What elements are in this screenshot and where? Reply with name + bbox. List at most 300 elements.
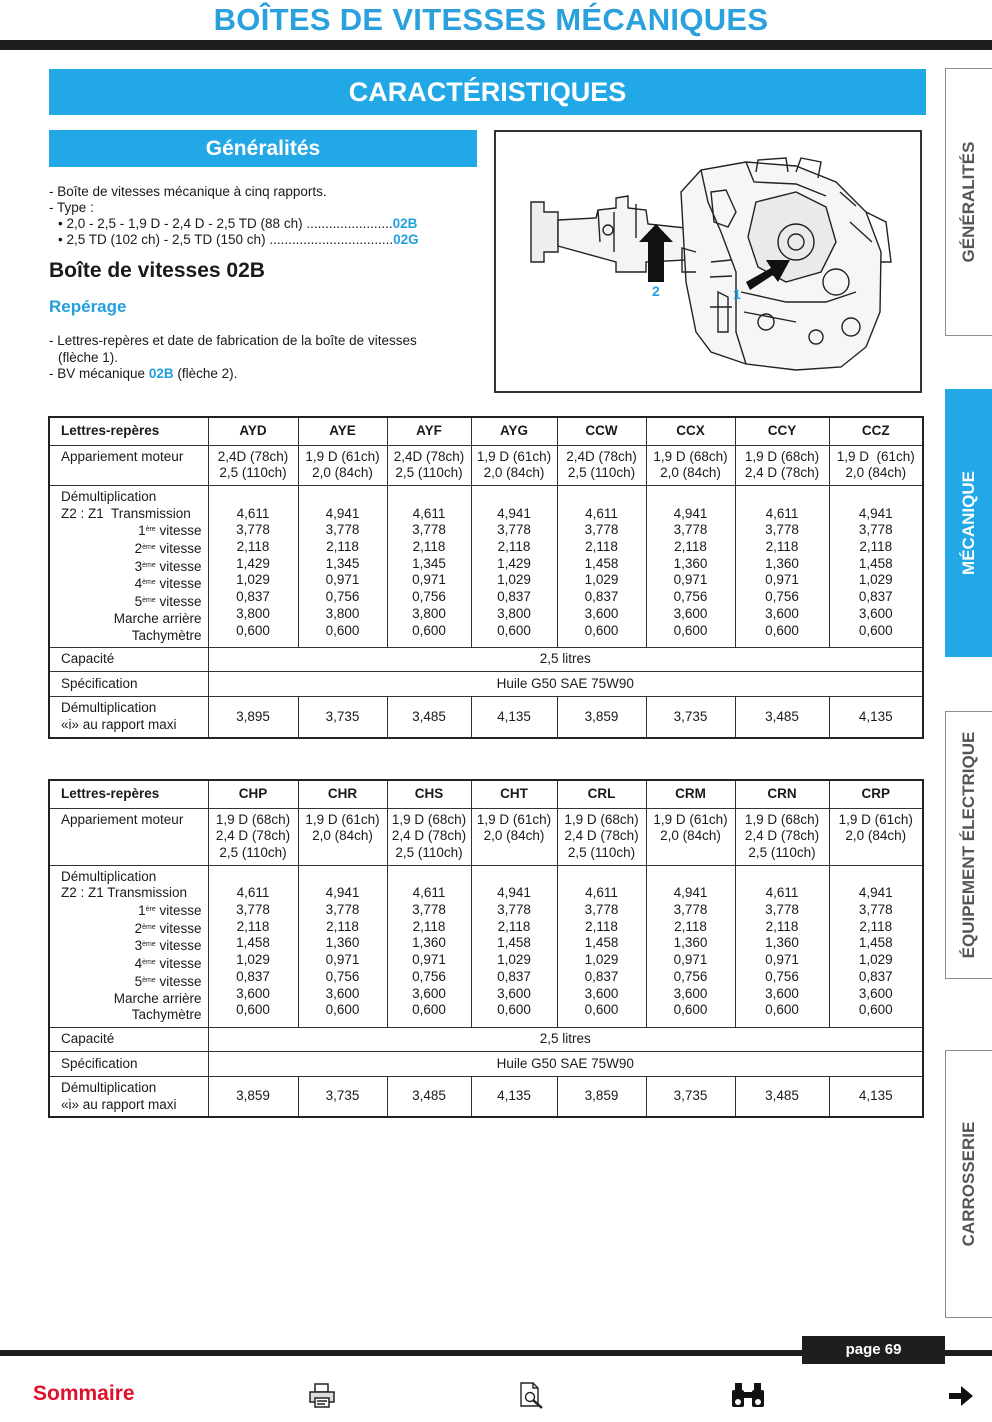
ratio-cell	[646, 485, 735, 647]
ratio-value: 0,756	[673, 968, 708, 984]
ratio-value: 1,458	[236, 935, 270, 951]
engine-value: 2,0 (84ch)	[660, 828, 721, 844]
row-label: Démultiplication «i» au rapport maxi	[49, 697, 208, 738]
intro-line: - Boîte de vitesses mécanique à cinq rapports.	[49, 184, 327, 199]
ratio-value: 3,778	[236, 522, 270, 538]
ratio-value: 3,600	[765, 985, 799, 1001]
gearbox-heading: Boîte de vitesses 02B	[49, 259, 265, 282]
spec-row	[49, 1051, 923, 1076]
ratio-value: 3,600	[584, 605, 619, 621]
ratio-value: 0,971	[765, 952, 799, 968]
ratio-value: 0,837	[858, 589, 893, 605]
ratio-value: 3,600	[858, 985, 893, 1001]
ratio-value: 4,611	[236, 505, 270, 521]
engine-value: 2,4D (78ch)	[217, 448, 289, 464]
ratio-value: 3,778	[584, 522, 619, 538]
spec-value: Huile G50 SAE 75W90	[208, 672, 923, 697]
ratio-value: 0,600	[765, 1002, 799, 1018]
row-label: Spécification	[49, 672, 208, 697]
row-label: Appariement moteur	[49, 808, 208, 865]
final-ratio-cell: 3,859	[557, 697, 646, 738]
binoculars-icon[interactable]	[728, 1380, 768, 1410]
final-ratio-cell: 3,485	[735, 697, 829, 738]
ratio-value: 0,837	[236, 589, 270, 605]
final-ratio-row	[49, 1076, 923, 1117]
engine-value: 1,9 D (68ch)	[744, 811, 820, 827]
ratio-value: 1,429	[236, 555, 270, 571]
engine-value: 1,9 D (61ch)	[836, 448, 915, 464]
ratio-value: 3,600	[858, 605, 893, 621]
final-ratio-cell: 4,135	[829, 697, 923, 738]
ratio-cell	[208, 865, 298, 1027]
engine-row	[49, 445, 923, 485]
ratio-value: 0,971	[673, 572, 708, 588]
ratio-value: 3,600	[584, 985, 619, 1001]
ratio-value: 1,360	[673, 935, 708, 951]
ratio-value: 3,778	[765, 522, 799, 538]
ratio-cell	[557, 865, 646, 1027]
engine-cell	[829, 808, 923, 865]
ratio-value: 1,345	[325, 555, 360, 571]
ratio-value: 1,029	[236, 572, 270, 588]
row-label: Z2 : Z1 Transmission	[61, 885, 188, 901]
final-ratio-cell: 4,135	[471, 697, 557, 738]
ratio-value: 1,029	[584, 572, 619, 588]
printer-icon[interactable]	[306, 1380, 338, 1410]
ratio-value: 0,837	[584, 968, 619, 984]
engine-value: 2,0 (84ch)	[312, 465, 373, 481]
para-line	[49, 366, 477, 383]
ratio-value: 2,118	[674, 539, 707, 554]
row-label: Lettres-repères	[49, 780, 208, 808]
ratio-cell	[208, 485, 298, 647]
engine-value: 1,9 D (68ch)	[564, 811, 639, 827]
engine-value: 2,0 (84ch)	[845, 828, 907, 844]
ratio-value: 3,778	[236, 902, 270, 917]
ratio-labels	[49, 865, 208, 1027]
ratio-cell	[646, 865, 735, 1027]
ratio-value: 0,600	[584, 1002, 619, 1018]
ratio-value: 1,029	[497, 572, 531, 588]
row-label: Démultiplication	[61, 868, 157, 884]
ratio-value: 0,756	[765, 968, 799, 984]
ratio-value: 3,600	[325, 985, 360, 1001]
code-cell: CCW	[557, 417, 646, 445]
engine-cell	[557, 445, 646, 485]
engine-cell	[646, 808, 735, 865]
ratio-value: 0,600	[858, 622, 893, 638]
intro-line: - Type :	[49, 200, 94, 215]
ratio-value: 2,118	[326, 918, 359, 934]
engine-value: 1,9 D (68ch)	[653, 448, 728, 464]
ratio-value: 0,600	[584, 622, 619, 638]
engine-value: 2,5 (110ch)	[748, 844, 816, 860]
spec-value: Huile G50 SAE 75W90	[208, 1051, 923, 1076]
engine-value: 2,4D (78ch)	[566, 448, 637, 464]
ratio-value: 1,029	[236, 952, 270, 968]
ratio-value: 2,118	[326, 539, 359, 554]
final-ratio-cell: 3,735	[298, 697, 387, 738]
tab-label: CARROSSERIE	[959, 1121, 978, 1247]
ratio-value: 1,458	[584, 935, 619, 951]
engine-value: 2,5 (110ch)	[219, 465, 287, 481]
para-text: (flèche 2).	[173, 366, 238, 381]
ratio-value: 4,611	[765, 505, 799, 521]
engine-cell	[735, 808, 829, 865]
ratio-value: 0,756	[673, 589, 708, 605]
engine-value: 2,0 (84ch)	[483, 465, 545, 481]
ratio-value: 2,118	[585, 539, 618, 554]
final-ratio-cell: 3,895	[208, 697, 298, 738]
ratio-cell	[735, 485, 829, 647]
engine-value: 2,5 (110ch)	[219, 844, 287, 860]
ratio-value: 1,458	[858, 935, 893, 951]
ratio-value: 0,600	[412, 622, 446, 638]
final-ratio-cell: 4,135	[829, 1076, 923, 1117]
code-cell: CHS	[387, 780, 471, 808]
engine-value: 2,4 D (78ch)	[744, 465, 820, 481]
capacity-value: 2,5 litres	[208, 1027, 923, 1051]
engine-value: 1,9 D (68ch)	[215, 811, 291, 827]
engine-value: 2,5 (110ch)	[567, 844, 636, 860]
ratio-value: 0,971	[325, 952, 360, 968]
code-cell: CHR	[298, 780, 387, 808]
engine-cell	[646, 445, 735, 485]
row-label: Lettres-repères	[49, 417, 208, 445]
ratio-value: 0,971	[325, 572, 360, 588]
code-cell: AYG	[471, 417, 557, 445]
ratio-value: 4,611	[765, 885, 799, 901]
engine-value: 2,4 D (78ch)	[391, 828, 467, 844]
ratio-value: 3,778	[325, 522, 360, 538]
ratio-value: 1,029	[858, 572, 893, 588]
ratio-value: 4,611	[585, 505, 618, 521]
type-text: • 2,0 - 2,5 - 1,9 D - 2,4 D - 2,5 TD (88 ch)	[58, 216, 303, 231]
engine-cell	[208, 445, 298, 485]
engine-value: 2,4 D (78ch)	[564, 828, 639, 844]
ratio-value: 3,778	[412, 522, 446, 538]
gear-label: 5ème vitesse	[134, 594, 202, 610]
ratio-value: 4,611	[585, 885, 618, 901]
ratio-cell	[829, 865, 923, 1027]
code-cell: AYD	[208, 417, 298, 445]
gear-label: 2ème vitesse	[134, 541, 202, 557]
engine-value: 1,9 D (61ch)	[305, 811, 380, 827]
engine-value: 2,4 D (78ch)	[215, 828, 291, 844]
engine-value: 2,0 (84ch)	[660, 465, 721, 481]
ratio-value: 0,971	[412, 572, 446, 588]
capacity-row	[49, 648, 923, 672]
ratio-value: 0,756	[412, 968, 446, 984]
tab-carrosserie[interactable]	[945, 1050, 992, 1318]
ratio-value: 0,600	[497, 622, 531, 638]
ratio-value: 3,600	[673, 985, 708, 1001]
code-cell: CRM	[646, 780, 735, 808]
ratio-value: 2,118	[412, 539, 446, 554]
ratio-value: 2,118	[585, 918, 618, 934]
para-text: - BV mécanique	[49, 366, 149, 381]
ratio-value: 4,941	[325, 505, 360, 521]
spec-row	[49, 672, 923, 697]
code-cell: CRP	[829, 780, 923, 808]
ratio-value: 4,941	[673, 505, 708, 521]
ratio-value: 2,118	[497, 918, 531, 934]
table-header-row	[49, 780, 923, 808]
ratio-value: 0,600	[673, 1002, 708, 1018]
ratio-value: 2,118	[859, 539, 893, 554]
final-ratio-cell: 3,485	[735, 1076, 829, 1117]
engine-value: 2,4 D (78ch)	[744, 828, 820, 844]
ratio-value: 3,600	[236, 985, 270, 1001]
ratio-value: 0,600	[236, 622, 270, 638]
gear-label: 5ème vitesse	[134, 973, 202, 989]
ratio-value: 1,029	[584, 952, 619, 968]
spec-table-1	[48, 416, 924, 739]
tab-equipement-electrique[interactable]	[945, 711, 992, 979]
ratio-value: 3,778	[412, 902, 446, 917]
engine-value: 2,5 (110ch)	[567, 465, 636, 481]
ratio-value: 3,778	[673, 902, 708, 917]
ratio-cell	[298, 865, 387, 1027]
ratio-value: 2,118	[236, 918, 270, 934]
code-cell: CRL	[557, 780, 646, 808]
ratio-value: 4,941	[858, 505, 893, 521]
ratio-value: 4,941	[673, 885, 708, 901]
engine-cell	[387, 808, 471, 865]
generalites-text	[49, 184, 475, 248]
ratio-value: 0,600	[858, 1002, 893, 1018]
ratio-value: 2,118	[859, 918, 893, 934]
code-cell: CRN	[735, 780, 829, 808]
gearbox-drawing	[496, 132, 920, 391]
engine-cell	[208, 808, 298, 865]
ratio-value: 1,360	[325, 935, 360, 951]
row-label: Z2 : Z1 Transmission	[61, 505, 191, 521]
engine-value: 2,4D (78ch)	[393, 448, 465, 464]
tab-label: MÉCANIQUE	[959, 471, 978, 575]
ratio-value: 0,971	[765, 572, 799, 588]
spec-table-2	[48, 779, 924, 1118]
engine-value: 1,9 D (61ch)	[476, 448, 552, 464]
engine-value: 1,9 D (61ch)	[653, 811, 728, 827]
final-ratio-cell: 3,735	[646, 697, 735, 738]
ratio-value: 0,971	[673, 952, 708, 968]
ratio-value: 3,778	[497, 522, 531, 538]
gear-label: Tachymètre	[131, 1007, 202, 1023]
ratio-value: 1,458	[584, 555, 619, 571]
ratio-value: 2,118	[497, 539, 531, 554]
ratio-cell	[471, 865, 557, 1027]
gear-label: Tachymètre	[131, 627, 202, 643]
code-cell: CHT	[471, 780, 557, 808]
ratio-value: 0,837	[497, 968, 531, 984]
ratio-value: 0,600	[497, 1002, 531, 1018]
ratio-value: 0,600	[412, 1002, 446, 1018]
gear-label: 1ère vitesse	[138, 903, 202, 919]
ratio-cell	[829, 485, 923, 647]
ratio-value: 0,837	[858, 968, 893, 984]
ratio-value: 2,118	[674, 918, 707, 934]
page-title: BOÎTES DE VITESSES MÉCANIQUES	[213, 2, 769, 37]
gear-label: 2ème vitesse	[134, 920, 202, 936]
ratio-value: 2,118	[765, 918, 799, 934]
final-ratio-cell: 3,485	[387, 697, 471, 738]
engine-value: 2,0 (84ch)	[845, 465, 907, 481]
tab-label: ÉQUIPEMENT ÉLECTRIQUE	[959, 731, 978, 959]
engine-cell	[829, 445, 923, 485]
ratio-value: 1,458	[858, 555, 893, 571]
document-search-icon[interactable]	[518, 1380, 546, 1410]
engine-cell	[298, 445, 387, 485]
ratio-value: 3,778	[858, 902, 893, 917]
code-cell: AYF	[387, 417, 471, 445]
ratio-cell	[735, 865, 829, 1027]
ratio-value: 0,600	[673, 622, 708, 638]
ratio-value: 4,941	[497, 885, 531, 901]
ratio-value: 0,756	[765, 589, 799, 605]
ratio-value: 0,756	[325, 589, 360, 605]
row-label: Spécification	[49, 1051, 208, 1076]
engine-value: 1,9 D (68ch)	[391, 811, 467, 827]
ratio-value: 1,429	[497, 555, 531, 571]
type-text: • 2,5 TD (102 ch) - 2,5 TD (150 ch)	[58, 232, 266, 247]
ratio-value: 0,837	[236, 968, 270, 984]
ratio-value: 0,756	[325, 968, 360, 984]
ratio-cell	[557, 485, 646, 647]
ratio-value: 4,611	[412, 885, 446, 901]
gear-label: 4ème vitesse	[134, 576, 202, 592]
gear-label: 3ème vitesse	[134, 558, 202, 574]
tab-label: GÉNÉRALITÉS	[959, 141, 978, 263]
ratio-value: 0,600	[325, 1002, 360, 1018]
reperage-heading: Repérage	[49, 297, 127, 316]
ratio-value: 1,345	[412, 555, 446, 571]
row-label: Appariement moteur	[49, 445, 208, 485]
ratio-cell	[471, 485, 557, 647]
leader-dots: .................................	[269, 232, 394, 247]
gearbox-figure	[494, 130, 922, 393]
final-ratio-cell: 3,735	[646, 1076, 735, 1117]
type-code: 02B	[392, 216, 418, 231]
ratio-value: 3,778	[584, 902, 619, 917]
ratio-value: 3,800	[497, 605, 531, 621]
engine-value: 1,9 D (68ch)	[744, 448, 820, 464]
ratio-value: 3,778	[765, 902, 799, 917]
ratio-labels	[49, 485, 208, 647]
leader-dots: .......................	[306, 216, 393, 231]
engine-value: 1,9 D (61ch)	[476, 811, 552, 827]
ratio-cell	[387, 865, 471, 1027]
engine-value: 2,0 (84ch)	[312, 828, 373, 844]
type-line	[49, 216, 475, 232]
engine-cell	[298, 808, 387, 865]
code-cell: AYE	[298, 417, 387, 445]
ratio-value: 3,600	[497, 985, 531, 1001]
ratio-value: 1,360	[765, 935, 799, 951]
ratio-value: 0,600	[765, 622, 799, 638]
ratio-value: 0,600	[236, 1002, 270, 1018]
gear-label: 3ème vitesse	[134, 938, 202, 954]
ratio-value: 0,600	[325, 622, 360, 638]
gear-label: Marche arrière	[113, 610, 202, 626]
ratio-value: 3,600	[412, 985, 446, 1001]
row-label: Démultiplication	[61, 488, 157, 504]
ratio-value: 1,029	[858, 952, 893, 968]
next-arrow-icon[interactable]	[947, 1384, 975, 1408]
top-rule	[0, 40, 992, 50]
gear-label: Marche arrière	[113, 990, 202, 1006]
ratio-value: 3,778	[673, 522, 708, 538]
para-line: - Lettres-repères et date de fabrication de la boîte de vitesses	[49, 333, 417, 348]
row-label: Démultiplication «i» au rapport maxi	[49, 1076, 208, 1117]
gear-label: 1ère vitesse	[138, 523, 202, 539]
row-label: Capacité	[49, 1027, 208, 1051]
engine-cell	[387, 445, 471, 485]
type-line	[49, 232, 475, 248]
engine-cell	[471, 445, 557, 485]
ratio-cell	[387, 485, 471, 647]
ratio-row	[49, 485, 923, 647]
ratio-value: 2,118	[412, 918, 446, 934]
code-cell: CCY	[735, 417, 829, 445]
generalites-banner: Généralités	[49, 130, 477, 167]
engine-cell	[471, 808, 557, 865]
capacity-value: 2,5 litres	[208, 648, 923, 672]
tab-mecanique[interactable]	[945, 389, 992, 657]
engine-value: 2,5 (110ch)	[395, 844, 463, 860]
engine-value: 2,5 (110ch)	[395, 465, 463, 481]
sommaire-link[interactable]: Sommaire	[33, 1382, 135, 1405]
final-ratio-row	[49, 697, 923, 738]
capacity-row	[49, 1027, 923, 1051]
engine-value: 1,9 D (61ch)	[838, 811, 913, 827]
ratio-value: 0,971	[412, 952, 446, 968]
ratio-value: 4,941	[497, 505, 531, 521]
arrow-1-label: 1	[733, 286, 741, 302]
final-ratio-cell: 3,859	[208, 1076, 298, 1117]
ratio-value: 3,800	[325, 605, 360, 621]
final-ratio-cell: 4,135	[471, 1076, 557, 1117]
ratio-value: 1,029	[497, 952, 531, 968]
table-header-row	[49, 417, 923, 445]
arrow-2-label: 2	[652, 283, 660, 299]
code-cell: CCZ	[829, 417, 923, 445]
engine-cell	[735, 445, 829, 485]
ratio-value: 3,800	[412, 605, 446, 621]
gear-label: 4ème vitesse	[134, 956, 202, 972]
final-ratio-cell: 3,859	[557, 1076, 646, 1117]
ratio-value: 3,600	[673, 605, 708, 621]
ratio-value: 4,611	[412, 505, 446, 521]
section-banner: CARACTÉRISTIQUES	[49, 69, 926, 115]
code-cell: CHP	[208, 780, 298, 808]
reperage-text	[49, 333, 477, 383]
ratio-value: 0,756	[412, 589, 446, 605]
ratio-value: 2,118	[765, 539, 799, 554]
tab-generalites[interactable]	[945, 68, 992, 336]
ratio-value: 1,458	[497, 935, 531, 951]
code-cell: CCX	[646, 417, 735, 445]
ratio-cell	[298, 485, 387, 647]
para-line: (flèche 1).	[58, 349, 119, 365]
ratio-value: 3,778	[497, 902, 531, 917]
type-code: 02B	[148, 366, 174, 381]
ratio-value: 3,800	[236, 605, 270, 621]
type-code: 02G	[393, 232, 419, 247]
engine-row	[49, 808, 923, 865]
final-ratio-cell: 3,485	[387, 1076, 471, 1117]
ratio-value: 1,360	[412, 935, 446, 951]
